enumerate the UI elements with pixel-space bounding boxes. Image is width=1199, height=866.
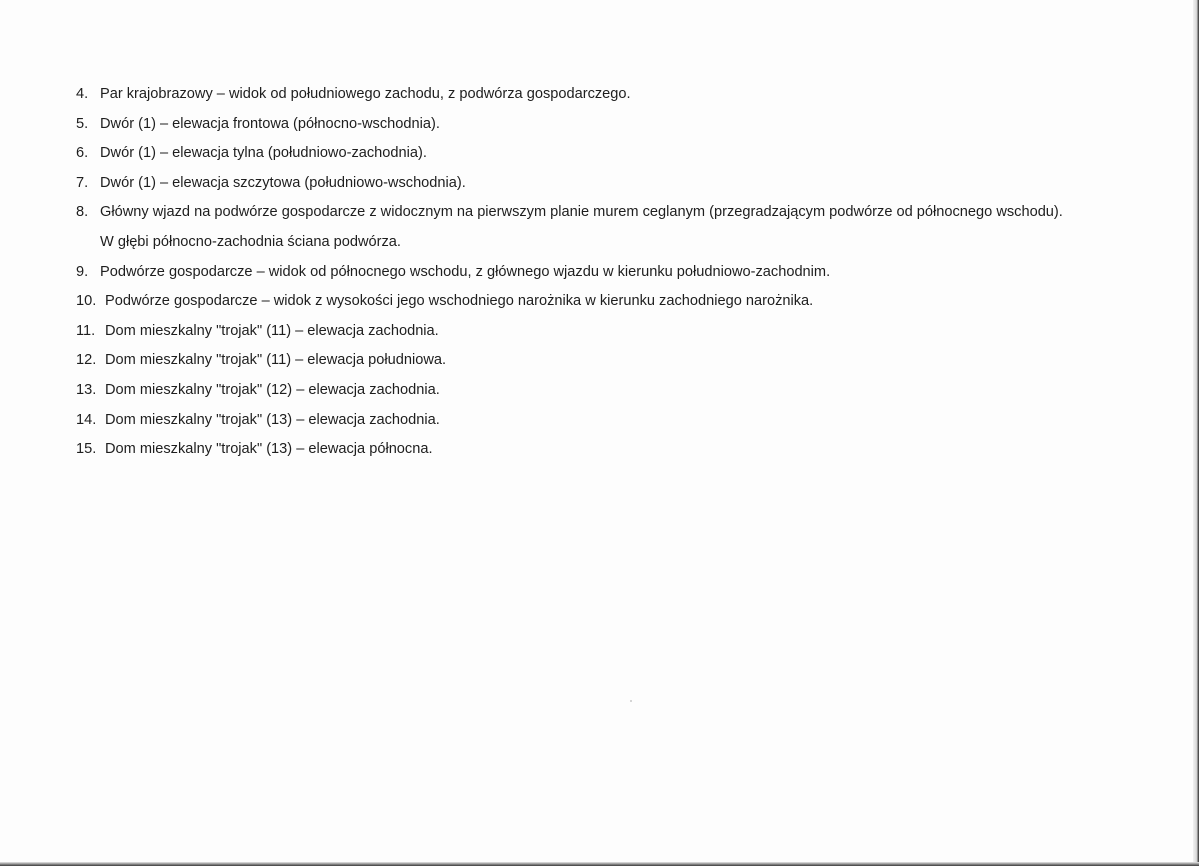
item-text: Dom mieszkalny "trojak" (13) – elewacja zachodnia.	[105, 411, 440, 428]
item-text: Dom mieszkalny "trojak" (12) – elewacja zachodnia.	[105, 381, 440, 398]
list-item	[76, 198, 1076, 257]
item-text: Dom mieszkalny "trojak" (11) – elewacja południowa.	[105, 352, 447, 369]
list-item	[76, 406, 1076, 436]
item-text: Dwór (1) – elewacja tylna (południowo-zachodnia).	[100, 145, 427, 162]
photo-caption-list	[76, 80, 1076, 465]
item-text: Dwór (1) – elewacja frontowa (północno-wschodnia).	[100, 115, 440, 132]
list-item	[76, 169, 1076, 199]
scan-edge-bottom	[0, 862, 1199, 866]
item-number: 5.	[76, 115, 89, 132]
list-item	[76, 80, 1076, 110]
item-number: 8.	[76, 204, 89, 221]
list-item	[76, 376, 1076, 406]
item-number: 15.	[76, 441, 97, 458]
list-item	[76, 317, 1076, 347]
item-text: Główny wjazd na podwórze gospodarcze z widocznym na pierwszym planie murem ceglanym (przegradzającym podwórze od północnego wschodu). W głębi północno-zachodnia ściana podwórza.	[100, 204, 1063, 250]
list-item	[76, 346, 1076, 376]
list-item	[76, 287, 1076, 317]
item-text: Par krajobrazowy – widok od południowego zachodu, z podwórza gospodarczego.	[100, 86, 631, 102]
item-number: 7.	[76, 174, 89, 191]
item-number: 14.	[76, 411, 97, 428]
item-number: 4.	[76, 86, 89, 102]
item-number: 10.	[76, 293, 97, 310]
list-item	[76, 110, 1076, 140]
item-text: Podwórze gospodarcze – widok od północnego wschodu, z głównego wjazdu w kierunku południowo-zachodnim.	[100, 263, 831, 280]
scan-edge-right	[1193, 0, 1199, 866]
list-item	[76, 139, 1076, 169]
list-item	[76, 435, 1076, 465]
item-text: Dom mieszkalny "trojak" (13) – elewacja północna.	[105, 441, 433, 458]
item-number: 13.	[76, 381, 97, 398]
scan-speck	[630, 700, 632, 702]
item-number: 9.	[76, 263, 89, 280]
item-number: 6.	[76, 145, 89, 162]
item-text: Podwórze gospodarcze – widok z wysokości jego wschodniego narożnika w kierunku zachodniego narożnika.	[105, 293, 814, 310]
list-item	[76, 258, 1076, 288]
item-text: Dwór (1) – elewacja szczytowa (południowo-wschodnia).	[100, 174, 466, 191]
item-number: 11.	[76, 322, 96, 339]
item-number: 12.	[76, 352, 97, 369]
item-text: Dom mieszkalny "trojak" (11) – elewacja zachodnia.	[105, 322, 439, 339]
